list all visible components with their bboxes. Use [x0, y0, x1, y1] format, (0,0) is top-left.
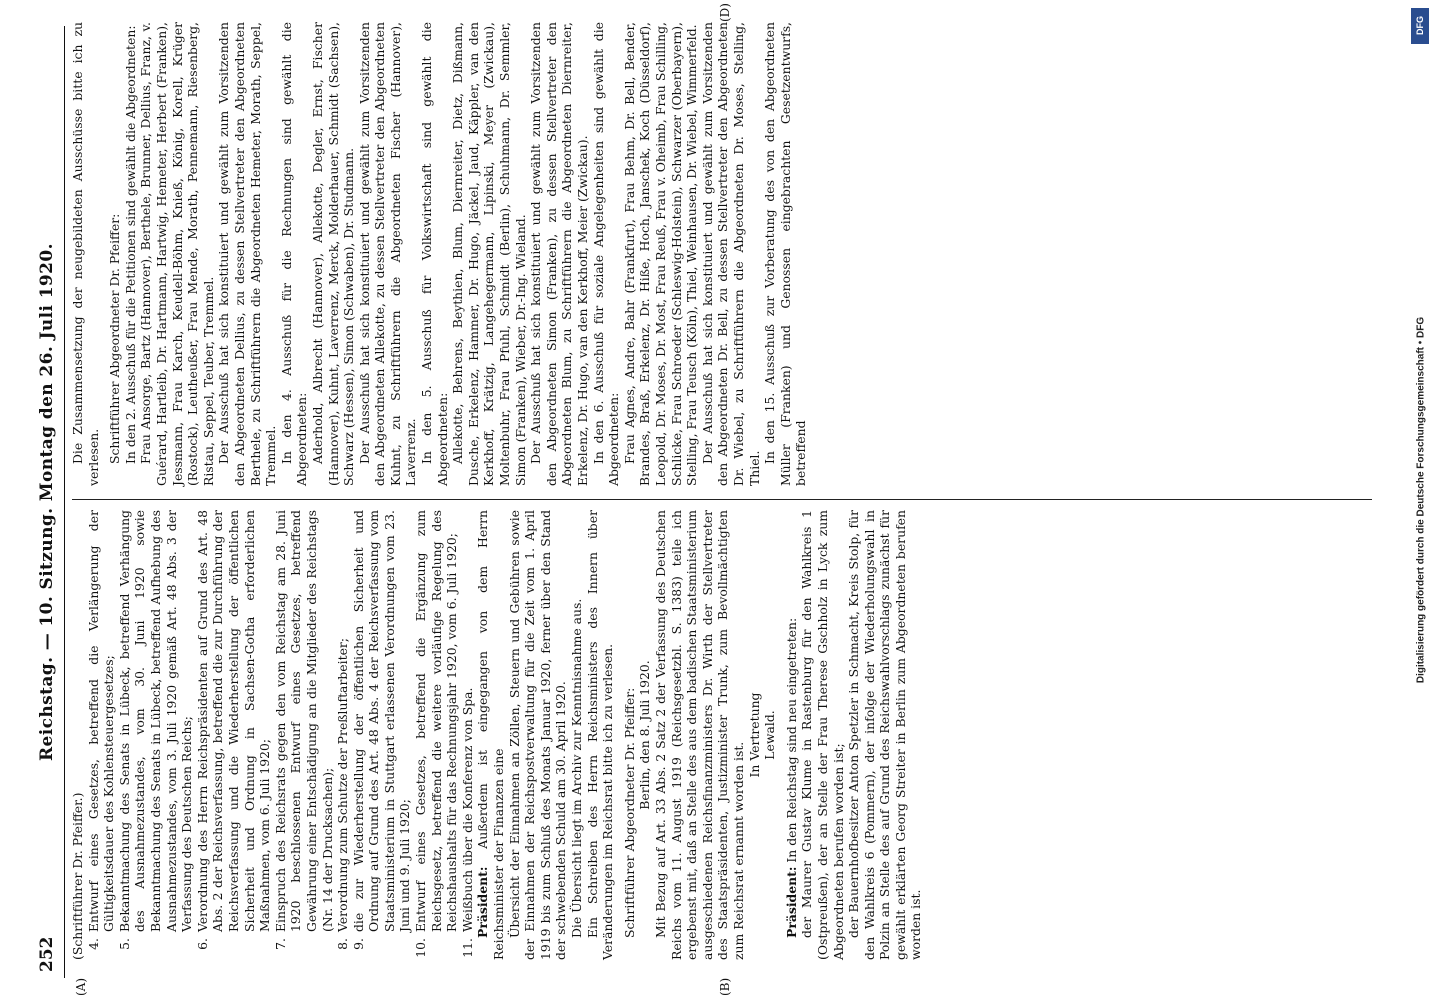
president-statement: Präsident: Außerdem ist eingegangen von dem Herrn Reichsminister der Finanzen eine: [475, 510, 507, 960]
letter-signature-name: Lewald.: [762, 710, 778, 760]
committee-block: In den 6. Ausschuß für soziale Angelegenheiten sind gewählt die Abgeordneten:: [590, 22, 622, 486]
margin-mark-b: (B): [718, 977, 732, 996]
column-divider: [72, 499, 1372, 500]
committee-intro: Die Zusammensetzung der neugebildeten Ausschüsse bitte ich zu verlesen.: [70, 22, 101, 486]
new-member-entry: der Bauernhofbesitzer Anton Spetzler in Schmacht, Kreis Stolp, für den Wahlkreis 6 (Pommern), der infolge der Wiederholungswahl in Polzin an Stelle des auf Grund des Reichswahlvorschlags zunächst für gewählt erklärten Georg Streiter in Berlin zum Abgeordneten berufen worden ist.: [846, 510, 924, 960]
dfg-logo: DFG: [1411, 8, 1429, 44]
new-member-entry: der Maurer Gustav Klume in Rastenburg für den Wahlkreis 1 (Ostpreußen), der an Stelle der Frau Therese Gschholz in Lyck zum Abgeordneten berufen worden ist;: [799, 510, 846, 960]
dfg-sidebar: [1395, 0, 1434, 1000]
list-item: 9. die zur Wiederherstellung der öffentlichen Sicherheit und Ordnung auf Grund des Art. 48 Abs. 4 der Reichsverfassung vom Staatsministerium in Stuttgart erlassenen Verordnungen vom 23. Juni und 9. Juli 1920;: [350, 510, 413, 950]
list-item: 8. Verordnung zum Schutze der Preßluftarbeiter;: [335, 637, 351, 950]
letter-body: Mit Bezug auf Art. 33 Abs. 2 Satz 2 der Verfassung des Deutschen Reichs vom 11. August 1919 (Reichsgesetzbl. S. 1383) teile ich ergebenst mit, daß an Stelle des aus dem badischen Staatsministerium ausgeschiedenen Reichsfinanzministers Dr. Wirth der Stellvertreter des Staatspräsidenten, Justizminister Trunk, zum Bevollmächtigten zum Reichsrat ernannt worden ist.: [652, 510, 746, 960]
archive-note: Die Übersicht liegt im Archiv zur Kenntnisnahme aus.: [569, 598, 584, 938]
list-item: 7. Einspruch des Reichsrats gegen den vom Reichstag am 28. Juni 1920 beschlossenen Entwurf eines Gesetzes, betreffend Gewährung einer Entschädigung an die Mitglieder des Reichstags (Nr. 14 der Drucksachen);: [272, 510, 335, 950]
committee-block: In den 5. Ausschuß für Volkswirtschaft sind gewählt die Abgeordneten:: [419, 22, 450, 486]
letter-request: Ein Schreiben des Herrn Reichsministers des Innern über Veränderungen im Reichsrat bitte ich zu verlesen.: [584, 510, 616, 960]
secretary-speaker: Schriftführer Abgeordneter Dr. Pfeiffer:: [107, 213, 123, 464]
committee-members: Aderhold, Albrecht (Hannover), Allekotte, Degler, Ernst, Fischer (Hannover), Kuhnt, Laverrenz, Merck, Molderhauer, Schmidt (Sachsen), Schwarz (Hessen), Simon (Schwaben), Dr. Studmann.: [309, 22, 357, 486]
list-item: 6. Verordnung des Herrn Reichspräsidenten auf Grund des Art. 48 Abs. 2 der Reichsverfassung, betreffend die zur Durchführung der Reichsverfassung und die Wiederherstellung der öffentlichen Sicherheit und Ordnung in Sachsen-Gotha erforderlichen Maßnahmen, vom 6. Juli 1920;: [194, 510, 273, 950]
carryover-speaker: (Schriftführer Dr. Pfeiffer.): [70, 792, 85, 960]
margin-mark-a: (A): [74, 977, 88, 996]
secretary-speaker: Schriftführer Abgeordneter Dr. Pfeiffer:: [621, 687, 637, 938]
list-item: 5. Bekanntmachung des Senats in Lübeck, betreffend Verhängung des Ausnahmezustandes, vom 30. Juni 1920 sowie Bekanntmachung des Senats in Lübeck, betreffend Aufhebung des Ausnahmezustandes, vom 3. Juli 1920 gemäß Art. 48 Abs. 3 der Verfassung des Deutschen Reichs;: [116, 510, 195, 950]
committee-block: In den 15. Ausschuß zur Vorberatung des von den Abgeordneten Müller (Franken) und Genossen eingebrachten Gesetzentwurfs, betreffend: [762, 22, 809, 486]
dfg-funding-note: Digitalisierung gefördert durch die Deutsche Forschungsgemeinschaft • DFG: [1415, 316, 1427, 684]
margin-mark-d: (D): [718, 3, 732, 22]
finance-overview: Übersicht der Einnahmen an Zöllen, Steuern und Gebühren sowie der Einnahmen der Reichspostverwaltung für die Zeit vom 1. April 1919 bis zum Schluß des Monats Januar 1920, ferner über den Stand der schwebenden Schuld am 30. April 1920.: [506, 510, 569, 960]
page-number: 252: [37, 936, 57, 972]
committee-members: Frau Ansorge, Bartz (Hannover), Berthele, Brunner, Dellius, Franz, v. Guérard, Hartleib, Dr. Hartmann, Hartwig, Hemeter, Herbert (Franken), Jessmann, Frau Karch, Keudell-Böhm, Knieß, König, Korell, Krüger (Rostock), Leutheußer, Frau Mende, Morath, Pennemann, Riesenberg, Ristau, Seppel, Teuber, Tremmel.: [138, 22, 216, 486]
committee-block: In den 4. Ausschuß für die Rechnungen sind gewählt die Abgeordneten:: [278, 22, 310, 486]
committee-officers: Der Ausschuß hat sich konstituiert und gewählt zum Vorsitzenden den Abgeordneten Allekotte, zu dessen Stellvertreter den Abgeordneten Kuhnt, zu Schriftführern die Abgeordneten Fischer (Hannover), Laverrenz.: [356, 22, 419, 486]
committee-block: In den 2. Ausschuß für die Petitionen sind gewählt die Abgeordneten:: [122, 25, 138, 464]
committee-members: Frau Agnes, Andre, Bahr (Frankfurt), Frau Behm, Dr. Bell, Bender, Brandes, Braß, Erkelenz, Dr. Hiße, Hoch, Janschek, Koch (Düsseldorf), Leopold, Dr. Moses, Dr. Most, Frau Reuß, Frau v. Oheimb, Frau Schilling, Schlicke, Frau Schroeder (Schleswig-Holstein), Schwarzer (Oberbayern), Stelling, Frau Teusch (Köln), Thiel, Weinhausen, Dr. Wiebel, Wimmerfeld.: [621, 22, 700, 486]
list-item: 11. Weißbuch über die Konferenz von Spa.: [459, 687, 475, 958]
page-header: [37, 26, 65, 978]
committee-officers: Der Ausschuß hat sich konstituiert und gewählt zum Vorsitzenden den Abgeordneten Dellius, zu dessen Stellvertreter den Abgeordneten Berthele, zu Schriftführern die Abgeordneten Hemeter, Morath, Seppel, Tremmel.: [216, 22, 279, 486]
page-title: Reichstag. — 10. Sitzung. Montag den 26. Juli 1920.: [37, 243, 57, 761]
letter-dateline: Berlin, den 8. Juli 1920.: [637, 660, 653, 810]
left-column: [70, 510, 924, 960]
letter-signature-line: In Vertretung: [746, 692, 762, 778]
committee-officers: Der Ausschuß hat sich konstituiert und gewählt zum Vorsitzenden den Abgeordneten Simon (Franken), zu dessen Stellvertreter den Abgeordneten Blum, zu Schriftführern die Abgeordneten Diernreiter, Erkelenz, Dr. Hugo, van den Kerkhoff, Meier (Zwickau).: [528, 22, 590, 486]
committee-officers: Der Ausschuß hat sich konstituiert und gewählt zum Vorsitzenden den Abgeordneten Dr. Bell, zu dessen Stellvertreter den Abgeordneten Dr. Wiebel, zu Schriftführern die Abgeordneten Dr. Moses, Stelling, Thiel.: [699, 22, 762, 486]
list-item: 4. Entwurf eines Gesetzes, betreffend die Verlängerung der Gültigkeitsdauer des Kohlensteuergesetzes;: [85, 510, 117, 950]
president-statement: Präsident: In den Reichstag sind neu eingetreten:: [783, 617, 799, 938]
right-column: [70, 22, 809, 486]
committee-members: Allekotte, Behrens, Beythien, Blum, Diernreiter, Dietz, Dißmann, Dusche, Erkelenz, Hammer, Dr. Hugo, Jäckel, Jaud, Käppler, van den Kerkhoff, Krätzig, Langehegermann, Lipinski, Meyer (Zwickau), Moltenbuhr, Frau Pfuhl, Schmidt (Berlin), Schuhmann, Dr. Semmler, Simon (Franken), Wieber, Dr.-Ing. Wieland.: [450, 22, 528, 486]
list-item: 10. Entwurf eines Gesetzes, betreffend die Ergänzung zum Reichsgesetz, betreffend die weitere vorläufige Regelung des Reichshaushalts für das Rechnungsjahr 1920, vom 6. Juli 1920;: [413, 510, 460, 958]
